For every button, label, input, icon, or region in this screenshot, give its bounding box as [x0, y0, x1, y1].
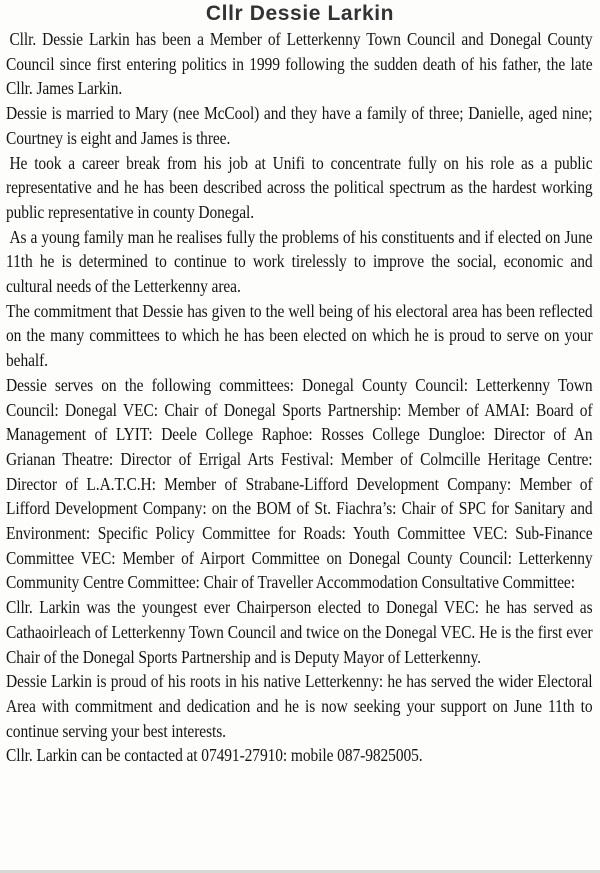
- paragraph-roots: Dessie Larkin is proud of his roots in his native Letterkenny: he has served the wider Electoral Area with commitment and dedication and he is now seeking your support on June 11th to continue serving your best interests.: [6, 671, 593, 741]
- paragraph-achievements: Cllr. Larkin was the youngest ever Chairperson elected to Donegal VEC: he has served as Cathaoirleach of Letterkenny Town Council and twice on the Donegal VEC. He is the first ever Chair of the Donegal Sports Partnership and is Deputy Mayor of Letterkenny.: [6, 597, 593, 667]
- paragraph-commitment-election: As a young family man he realises fully the problems of his constituents and if elected on June 11th he is determined to continue to work tirelessly to improve the social, economic and cultural needs of the Letterkenny area.: [6, 226, 593, 297]
- paragraph-contact: Cllr. Larkin can be contacted at 07491-27910: mobile 087-9825005.: [6, 745, 423, 766]
- paragraph-family: Dessie is married to Mary (nee McCool) and they have a family of three; Danielle, aged nine; Courtney is eight and James is three.: [6, 103, 593, 148]
- document-title: Cllr Dessie Larkin: [205, 2, 395, 25]
- paragraph-committees-list: Dessie serves on the following committees: Donegal County Council: Letterkenny Town Council: Donegal VEC: Chair of Donegal Sports Partnership: Member of AMAI: Board of Management of LYIT: Deele College Raphoe: Rosses College Dungloe: Director of An Grianan Theatre: Director of Errigal Arts Festival: Member of Colmcille Heritage Centre: Director of L.A.T.C.H: Member of Strabane-Lifford Development Company: Member of Lifford Development Company: on the BOM of St. Fiachra’s: Chair of SPC for Sanitary and Environment: Specific Policy Committee for Roads: Youth Committee VEC: Sub-Finance Committee VEC: Member of Airport Committee on Donegal County Council: Letterkenny Community Centre Committee: Chair of Traveller Accommodation Consultative Committee:: [6, 374, 593, 593]
- paragraph-career: He took a career break from his job at Unifi to concentrate fully on his role as a public representative and he has been described across the political spectrum as the hardest working public representative in county Donegal.: [6, 152, 593, 222]
- paragraph-committees-intro: The commitment that Dessie has given to the well being of his electoral area has been reflected on the many committees to which he has been elected on which he is proud to serve on your behalf.: [6, 300, 593, 371]
- paragraph-intro: Cllr. Dessie Larkin has been a Member of Letterkenny Town Council and Donegal County Council since first entering politics in 1999 following the sudden death of his father, the late Cllr. James Larkin.: [6, 29, 593, 99]
